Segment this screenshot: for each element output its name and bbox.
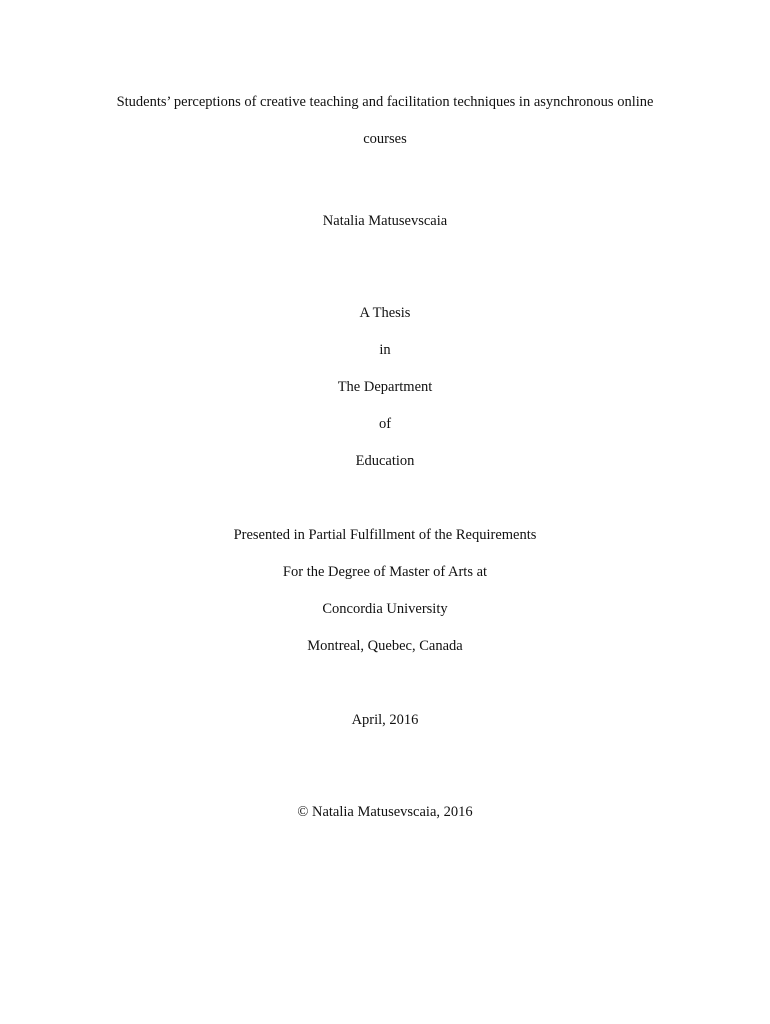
- of-label: of: [378, 416, 392, 432]
- thesis-label: A Thesis: [359, 305, 411, 321]
- degree-statement: For the Degree of Master of Arts at: [282, 564, 488, 580]
- copyright-notice: © Natalia Matusevscaia, 2016: [297, 804, 473, 820]
- university-name: Concordia University: [322, 601, 448, 617]
- thesis-title-line-1: Students’ perceptions of creative teaching and facilitation techniques in asynchronous online: [116, 94, 654, 110]
- fulfillment-statement: Presented in Partial Fulfillment of the Requirements: [233, 527, 537, 543]
- department-label: The Department: [337, 379, 433, 395]
- submission-date: April, 2016: [351, 712, 419, 728]
- thesis-title-line-2: courses: [363, 131, 407, 147]
- department-name: Education: [355, 453, 415, 469]
- in-label: in: [379, 342, 391, 358]
- author-name: Natalia Matusevscaia: [322, 213, 448, 229]
- university-location: Montreal, Quebec, Canada: [307, 638, 463, 654]
